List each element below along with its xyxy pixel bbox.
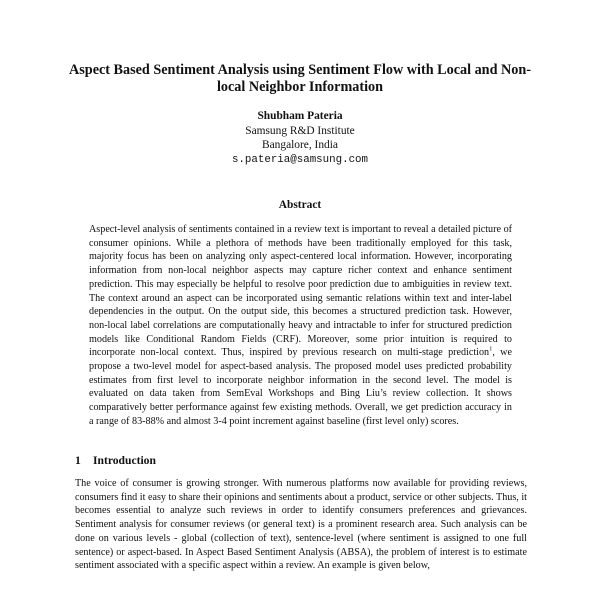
section-heading-introduction [75,454,156,467]
author-name: Shubham Pateria [257,110,343,122]
section-number: 1 [75,454,81,467]
author-block [100,109,500,167]
author-email: s.pateria@samsung.com [231,153,369,166]
abstract-heading: Abstract [278,199,322,211]
footnote-mark: 1 [489,345,493,353]
abstract-text [89,223,512,429]
section-title: Introduction [93,454,156,467]
abstract-text-part1: Aspect-level analysis of sentiments contained in a review text is important to reveal a detailed picture of consumer opinions. While a plethora of methods have been traditionally employed for this task, majority focus has been on analyzing only aspect-centered local information. However, incorporating information from non-local neighbor aspects may capture richer context and enhance sentiment prediction. This may especially be helpful to resolve poor prediction due to ambiguities in review text. The context around an aspect can be incorporated using semantic relations within text and inter-label dependencies in the output. On the output side, this becomes a structured prediction task. However, non-local label correlations are computationally heavy and intractable to infer for structured prediction models like Conditional Random Fields (CRF). Moreover, some prior intuition is required to incorporate non-local context. Thus, inspired by previous research on multi-stage prediction [89,224,512,359]
author-location: Bangalore, India [262,139,338,151]
abstract-text-part2: , we propose a two-level model for aspect-based analysis. The proposed model uses predicted probability estimates from first level to incorporate neighbor information in the second level. The model is evaluated on data taken from SemEval Workshops and Bing Liu’s review collection. It shows comparatively better performance against few existing methods. Overall, we get prediction accuracy in a range of 83-88% and almost 3-4 point increment against baseline (first level only) scores. [89,347,512,427]
paper-title: Aspect Based Sentiment Analysis using Sentiment Flow with Local and Non-local Neighbor Information [69,62,531,95]
author-affiliation: Samsung R&D Institute [245,124,355,137]
introduction-text: The voice of consumer is growing stronger. With numerous platforms now available for providing reviews, consumers find it easy to share their opinions and sentiments about a product, service or other subjects. Thus, it becomes essential to analyze such reviews in order to identify consumers preferences and grievances. Sentiment analysis for consumer reviews (or general text) is a prominent research area. Such analysis can be done on various levels - global (collection of text), sentence-level (where sentiment is assigned to one full sentence) or aspect-based. In Aspect Based Sentiment Analysis (ABSA), the problem of interest is to estimate sentiment associated with a specific aspect within a review. An example is given below, [75,478,527,572]
